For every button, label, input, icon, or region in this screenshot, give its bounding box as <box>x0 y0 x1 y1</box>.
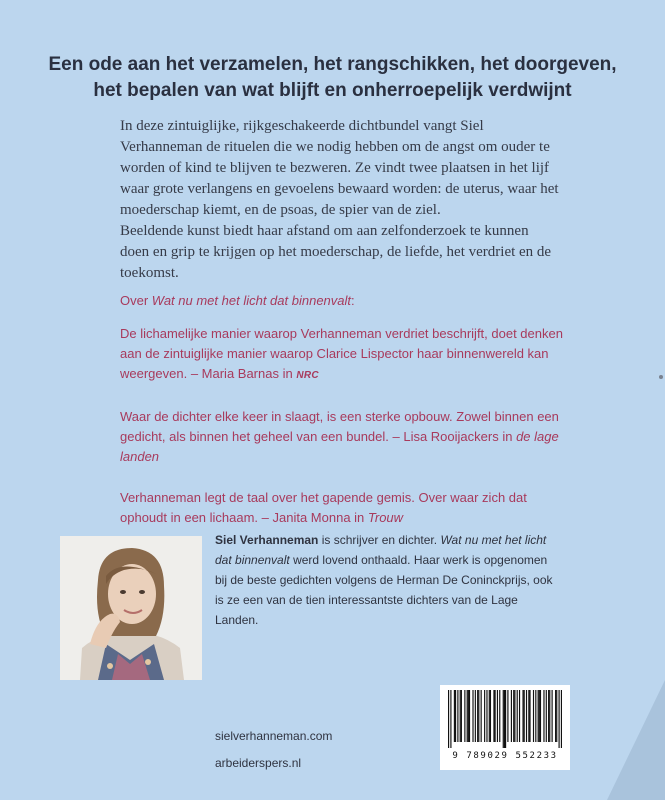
barcode-bar <box>539 690 540 742</box>
barcode-bar <box>448 690 449 748</box>
barcode-bar <box>493 690 494 742</box>
quotes-intro-title: Wat nu met het licht dat binnenvalt <box>151 293 352 308</box>
book-blurb <box>120 116 560 284</box>
barcode-bar <box>555 690 556 742</box>
barcode-bar <box>461 690 462 742</box>
author-portrait-icon <box>60 536 202 680</box>
author-photo <box>60 536 202 680</box>
author-website-link[interactable]: sielverhanneman.com <box>215 729 333 743</box>
author-bio <box>215 530 555 630</box>
barcode-bar <box>450 690 451 748</box>
barcode-bar <box>529 690 530 742</box>
barcode-bar <box>548 690 549 742</box>
barcode-icon <box>448 690 562 748</box>
barcode-bar <box>486 690 487 742</box>
barcode-bar <box>507 690 508 742</box>
barcode-bar <box>513 690 514 742</box>
tagline <box>0 52 665 104</box>
quote-source: de lage landen <box>120 429 559 464</box>
page-fold-shadow <box>607 680 665 800</box>
barcode-bar <box>481 690 482 742</box>
tagline-line-2: het bepalen van wat blijft en onherroepelijk verdwijnt <box>93 80 572 101</box>
blurb-paragraph-1: In deze zintuiglijke, rijkgeschakeerde dichtbundel vangt Siel Verhanneman de rituelen die we nodig hebben om de angst om ouder te worden of kind te blijven te bezweren. Ze vindt twee plaatsen in het lijf waar grote verlangens en gevoelens bewaard worden: de uterus, waar het moederschap kiemt, en de psoas, de spier van de ziel. <box>120 118 559 218</box>
barcode-bar <box>467 690 468 742</box>
barcode-bar <box>533 690 534 742</box>
quote-item <box>120 324 570 386</box>
bio-text-2: werd lovend onthaald. Haar werk is opgenomen bij de beste gedichten volgens de Herman De Coninckprijs, ook is ze een van de tien interessantste dichters van de Lage Landen. <box>215 553 553 627</box>
barcode-bar <box>540 690 541 742</box>
barcode-bar <box>538 690 539 742</box>
barcode-bar <box>514 690 515 742</box>
barcode-bar <box>468 690 469 742</box>
press-quotes <box>120 291 570 549</box>
barcode-bar <box>499 690 500 742</box>
edge-dot <box>659 375 663 379</box>
barcode-bar <box>559 690 560 748</box>
barcode-bar <box>472 690 473 742</box>
isbn-digits: 9 789029 552233 <box>452 751 558 761</box>
barcode-bar <box>478 690 479 742</box>
quote-text: Waar de dichter elke keer in slaagt, is een sterke opbouw. Zowel binnen een gedicht, als binnen het geheel van een bundel. – Lisa Rooijackers in <box>120 409 559 444</box>
barcode <box>440 685 570 770</box>
bio-text-1: is schrijver en dichter. <box>318 533 441 547</box>
barcode-bar <box>460 690 461 742</box>
blurb-paragraph-2: Beeldende kunst biedt haar afstand om aan zelfonderzoek te kunnen doen en grip te krijgen op het moederschap, de liefde, het verdriet en de toekomst. <box>120 223 552 281</box>
quote-text: De lichamelijke manier waarop Verhanneman verdriet beschrijft, doet denken aan de zintuiglijke manier waarop Clarice Lispector haar binnenwereld kan weergeven. – Maria Barnas in <box>120 326 563 381</box>
barcode-bar <box>475 690 476 742</box>
quotes-intro-prefix: Over <box>120 293 152 308</box>
bio-author-name: Siel Verhanneman <box>215 533 319 547</box>
barcode-bar <box>484 690 485 742</box>
barcode-bar <box>505 690 506 748</box>
quote-source: NRC <box>296 370 319 381</box>
barcode-bar <box>524 690 525 742</box>
barcode-bar <box>552 690 553 742</box>
quotes-intro <box>120 291 570 311</box>
barcode-bar <box>495 690 496 742</box>
barcode-bar <box>526 690 527 742</box>
tagline-line-1: Een ode aan het verzamelen, het rangschikken, het doorgeven, <box>48 54 617 75</box>
barcode-bar <box>457 690 458 742</box>
publisher-website-link[interactable]: arbeiderspers.nl <box>215 756 302 770</box>
barcode-bar <box>511 690 512 742</box>
barcode-bar <box>497 690 498 742</box>
barcode-bar <box>469 690 470 742</box>
barcode-bar <box>546 690 547 742</box>
barcode-bar <box>477 690 478 742</box>
barcode-bar <box>503 690 504 748</box>
quote-item <box>120 407 570 467</box>
barcode-bar <box>528 690 529 742</box>
barcode-bar <box>489 690 490 742</box>
barcode-bar <box>561 690 562 748</box>
quote-item <box>120 488 570 528</box>
barcode-bar <box>543 690 544 742</box>
barcode-bar <box>549 690 550 742</box>
barcode-bar <box>556 690 557 742</box>
barcode-bar <box>535 690 536 742</box>
barcode-bar <box>490 690 491 742</box>
bio-book-title: Wat nu met het licht dat binnenvalt <box>215 533 547 567</box>
quote-source: Trouw <box>367 510 404 525</box>
barcode-bar <box>455 690 456 742</box>
quotes-intro-suffix: : <box>351 293 355 308</box>
barcode-bar <box>464 690 465 742</box>
quote-text: Verhanneman legt de taal over het gapende gemis. Over waar zich dat ophoudt in een lichaam. – Janita Monna in <box>120 490 527 525</box>
barcode-bar <box>504 690 505 748</box>
barcode-bar <box>522 690 523 742</box>
barcode-bar <box>517 690 518 742</box>
barcode-bar <box>519 690 520 742</box>
barcode-bar <box>454 690 455 742</box>
